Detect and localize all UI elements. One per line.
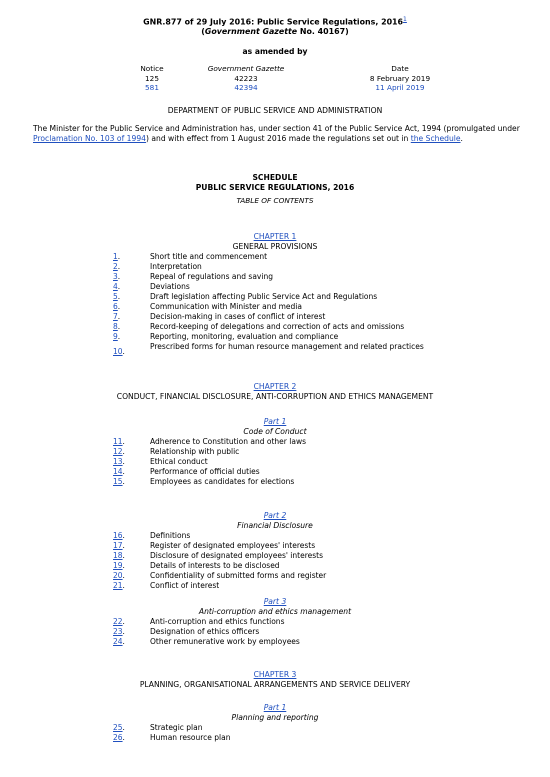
toc-item: 21. Conflict of interest: [113, 581, 220, 590]
chapter-2-part-2-block: [0, 511, 550, 591]
proclamation-link[interactable]: Proclamation No. 103 of 1994: [33, 134, 146, 144]
toc-item: 3. Repeal of regulations and saving: [113, 272, 273, 281]
toc-item: 12. Relationship with public: [113, 447, 240, 456]
part-link[interactable]: Part 1: [263, 703, 287, 712]
schedule-title: PUBLIC SERVICE REGULATIONS, 2016: [195, 183, 355, 192]
amendments-header-row: Notice Government Gazette Date: [140, 64, 409, 73]
toc-item: 7. Decision-making in cases of conflict of interest: [113, 312, 326, 321]
gazette-subtitle: (Government Gazette No. 40167): [201, 27, 349, 36]
toc-item: 10. Prescribed forms for human resource management and related practices: [113, 342, 424, 356]
schedule-label: SCHEDULE: [252, 173, 298, 182]
toc-item: 13. Ethical conduct: [113, 457, 208, 466]
chapter-1-link[interactable]: CHAPTER 1: [253, 232, 297, 241]
toc-item: 2. Interpretation: [113, 262, 202, 271]
toc-item: 26. Human resource plan: [113, 733, 231, 742]
footnote-link[interactable]: 1: [403, 16, 407, 23]
toc-item: 8. Record-keeping of delegations and correction of acts and omissions: [113, 322, 405, 331]
toc-item: 24. Other remunerative work by employees: [113, 637, 300, 646]
department-heading: DEPARTMENT OF PUBLIC SERVICE AND ADMINISTRATION: [167, 106, 383, 115]
toc-item: 22. Anti-corruption and ethics functions: [113, 617, 285, 626]
toc-item: 11. Adherence to Constitution and other laws: [113, 437, 306, 446]
amendment-row[interactable]: 581 42394 11 April 2019: [145, 83, 425, 92]
schedule-link[interactable]: the Schedule: [410, 134, 461, 144]
amendment-row: 125 42223 8 February 2019: [145, 73, 431, 83]
part-title: Code of Conduct: [243, 427, 307, 436]
as-amended-heading: as amended by: [242, 47, 308, 56]
chapter-2-link[interactable]: CHAPTER 2: [253, 382, 297, 391]
amendments-table: [0, 64, 550, 93]
toc-item: 14. Performance of official duties: [113, 467, 260, 476]
toc-item: 20. Confidentiality of submitted forms and register: [113, 571, 327, 580]
toc-item: 23. Designation of ethics officers: [113, 627, 260, 636]
toc-item: 9. Reporting, monitoring, evaluation and compliance: [113, 332, 339, 341]
part-title: Anti-corruption and ethics management: [198, 607, 352, 616]
chapter-3-title: PLANNING, ORGANISATIONAL ARRANGEMENTS AND SERVICE DELIVERY: [139, 680, 411, 689]
toc-item: 19. Details of interests to be disclosed: [113, 561, 280, 570]
toc-item: 17. Register of designated employees' interests: [113, 541, 316, 550]
chapter-3-link[interactable]: CHAPTER 3: [253, 670, 297, 679]
toc-item: 4. Deviations: [113, 282, 190, 291]
toc-item: 18. Disclosure of designated employees' interests: [113, 551, 323, 560]
part-link[interactable]: Part 2: [263, 511, 287, 520]
part-title: Financial Disclosure: [237, 521, 313, 530]
document-title: GNR.877 of 29 July 2016: Public Service Regulations, 2016$^1$: [143, 16, 407, 27]
chapter-2-block: [0, 382, 550, 402]
chapter-1-title: GENERAL PROVISIONS: [232, 242, 318, 251]
intro-paragraph: The Minister for the Public Service and Administration has, under section 41 of the Public Service Act, 1994 (promulgated under Proclamation No. 103 of 1994) and with effect from 1 August 2016 made the regulations set out in the Schedule.: [33, 124, 520, 144]
toc-item: 5. Draft legislation affecting Public Service Act and Regulations: [113, 292, 378, 301]
chapter-2-part-1-block: [0, 417, 550, 487]
toc-item: 15. Employees as candidates for elections: [113, 477, 295, 486]
chapter-3-block: [0, 670, 550, 690]
part-title: Planning and reporting: [231, 713, 319, 722]
chapter-3-part-1-block: [0, 703, 550, 743]
toc-item: 16. Definitions: [113, 531, 191, 540]
chapter-2-part-3-block: [0, 597, 550, 647]
toc-item: 1. Short title and commencement: [113, 252, 268, 261]
toc-heading: TABLE OF CONTENTS: [236, 196, 314, 205]
toc-item: 6. Communication with Minister and media: [113, 302, 302, 311]
chapter-2-title: CONDUCT, FINANCIAL DISCLOSURE, ANTI-CORRUPTION AND ETHICS MANAGEMENT: [116, 392, 434, 401]
part-link[interactable]: Part 1: [263, 417, 287, 426]
part-link[interactable]: Part 3: [263, 597, 287, 606]
chapter-1-block: [0, 232, 550, 362]
toc-item: 25. Strategic plan: [113, 723, 203, 732]
